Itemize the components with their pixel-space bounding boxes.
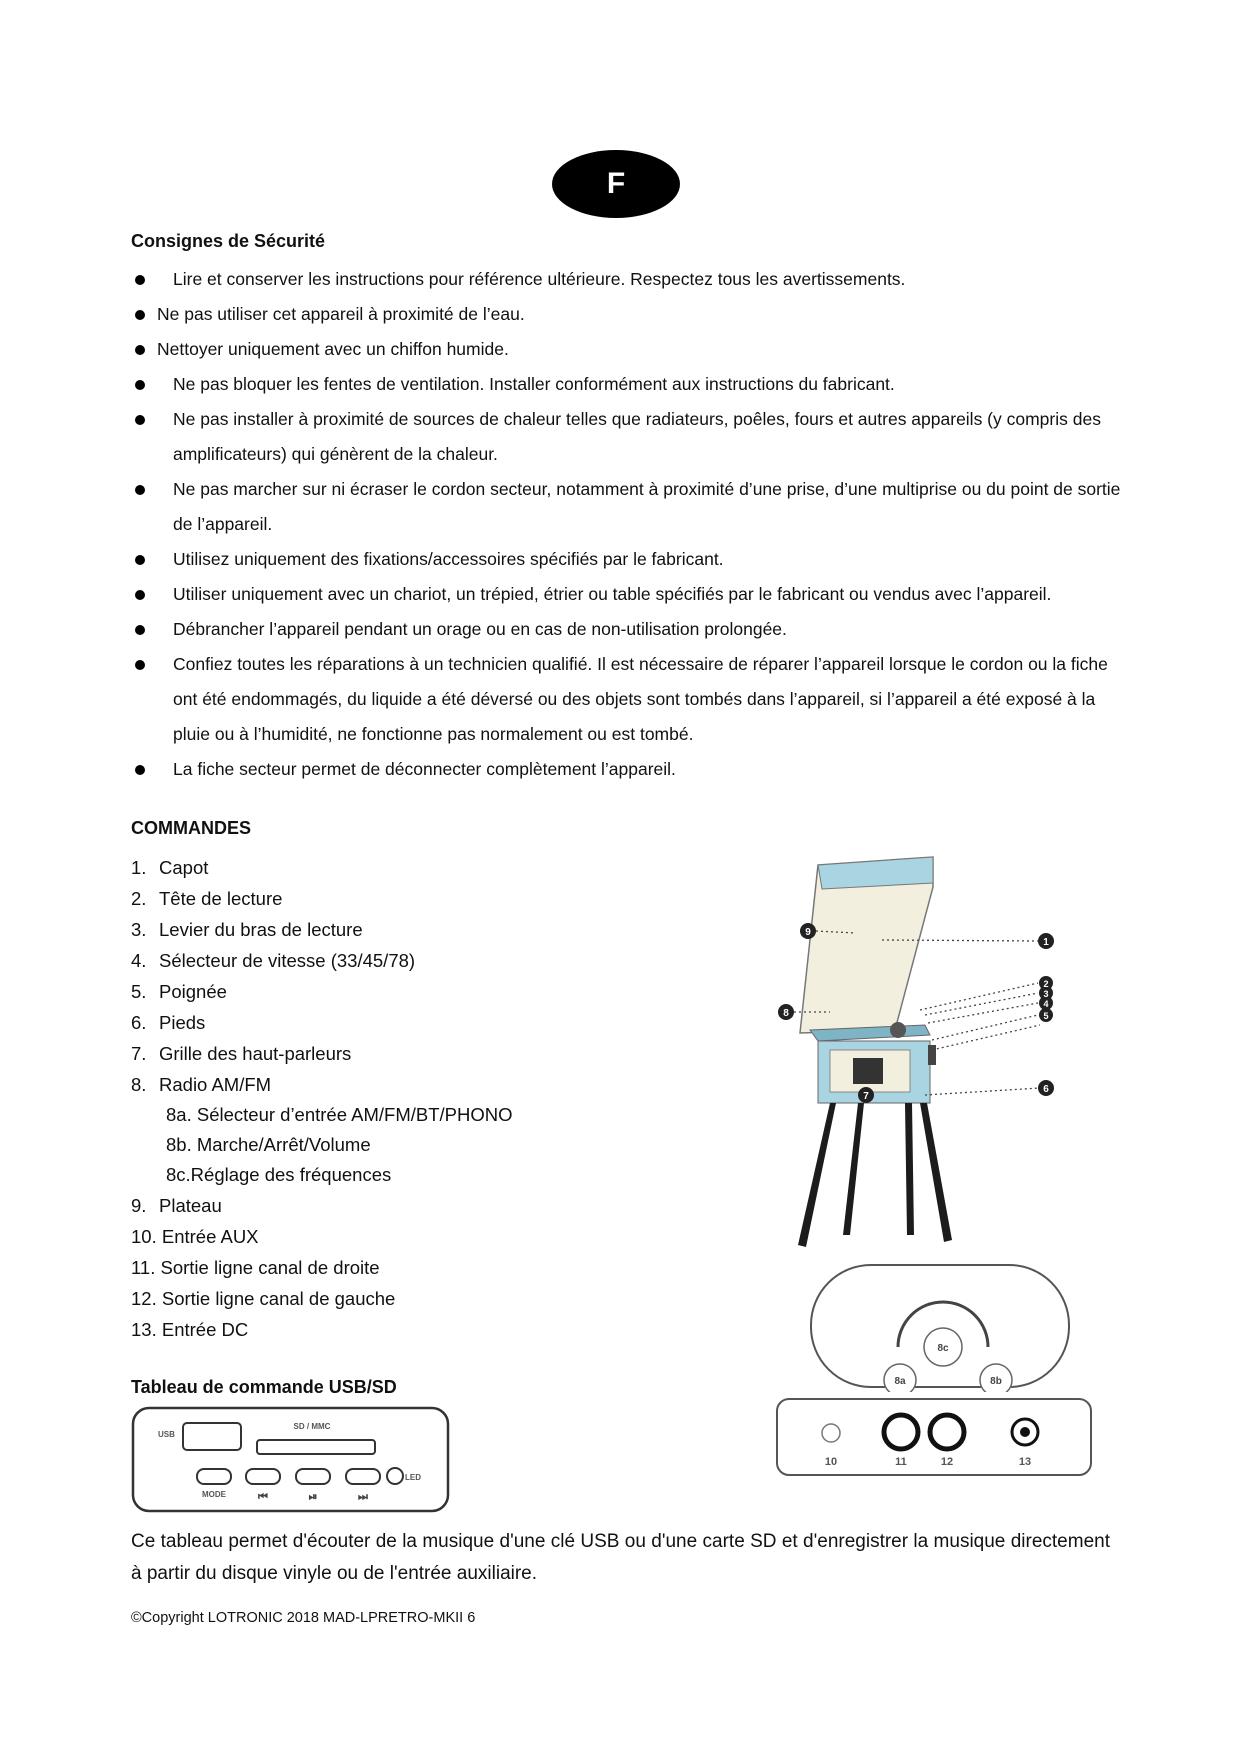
prev-button — [246, 1469, 280, 1484]
list-item: Ne pas marcher sur ni écraser le cordon secteur, notamment à proximité d’une prise, d’une multiprise ou du point de sortie de l’appareil. — [131, 472, 1131, 542]
list-item: Lire et conserver les instructions pour référence ultérieure. Respectez tous les avertissements. — [131, 262, 1131, 297]
footer-copyright: ©Copyright LOTRONIC 2018 MAD-LPRETRO-MKII 6 — [131, 1610, 476, 1626]
list-item: Ne pas bloquer les fentes de ventilation. Installer conformément aux instructions du fabricant. — [131, 367, 1131, 402]
list-item: 8c.Réglage des fréquences — [166, 1164, 392, 1185]
aux-jack — [822, 1424, 840, 1442]
connector-label: 11 — [895, 1456, 907, 1468]
radio-display — [853, 1058, 883, 1084]
turntable-illustration — [770, 855, 1070, 1255]
list-item: La fiche secteur permet de déconnecter complètement l’appareil. — [131, 752, 1131, 787]
mode-label: MODE — [202, 1490, 226, 1499]
connector-label: 13 — [1018, 1456, 1032, 1468]
usb-sd-panel-illustration — [130, 1405, 452, 1515]
list-item: Utiliser uniquement avec un chariot, un trépied, étrier ou table spécifiés par le fabricant ou vendus avec l’appareil. — [131, 577, 1131, 612]
usb-label: USB — [158, 1430, 175, 1439]
callout-label: 2 — [1043, 979, 1049, 989]
sd-slot — [257, 1440, 375, 1454]
callout-label: 1 — [1043, 937, 1049, 948]
radio-panel-illustration — [808, 1262, 1073, 1392]
commands-list — [131, 852, 513, 1345]
next-button — [346, 1469, 380, 1484]
connector-label: 10 — [824, 1456, 838, 1468]
list-item: 2. Tête de lecture — [131, 888, 283, 909]
lid-band — [818, 857, 933, 889]
list-item: Débrancher l’appareil pendant un orage ou en cas de non-utilisation prolongée. — [131, 612, 1131, 647]
play-pause-icon: ⏯ — [308, 1491, 318, 1503]
commands-title: COMMANDES — [131, 818, 251, 838]
list-item: 7. Grille des haut-parleurs — [131, 1043, 352, 1064]
next-icon: ⏭ — [358, 1491, 368, 1503]
safety-title: Consignes de Sécurité — [131, 231, 326, 251]
list-item: 8b. Marche/Arrêt/Volume — [166, 1134, 371, 1155]
led-indicator — [387, 1468, 403, 1484]
knob-label: 8c — [937, 1343, 949, 1354]
callout-label: 3 — [1043, 989, 1049, 999]
usb-port — [183, 1423, 241, 1450]
usb-sd-description: Ce tableau permet d'écouter de la musique d'une clé USB ou d'une carte SD et d'enregistrer la musique directement à partir du disque vinyle ou de l'entrée auxiliaire. — [131, 1531, 1110, 1584]
language-badge: F — [552, 150, 680, 218]
callout-label: 7 — [863, 1091, 869, 1102]
led-label: LED — [405, 1473, 421, 1482]
list-item: 10. Entrée AUX — [131, 1226, 259, 1247]
rca-right — [884, 1415, 918, 1449]
handle — [928, 1045, 936, 1065]
callout-label: 5 — [1043, 1011, 1049, 1021]
sd-label: SD / MMC — [293, 1422, 331, 1431]
callout-label: 6 — [1043, 1084, 1049, 1095]
callout-label: 8 — [783, 1008, 789, 1019]
list-item: 11. Sortie ligne canal de droite — [131, 1257, 380, 1278]
list-item: 4. Sélecteur de vitesse (33/45/78) — [131, 950, 416, 971]
list-item: 8. Radio AM/FM — [131, 1074, 272, 1095]
list-item: 9. Plateau — [131, 1195, 222, 1216]
prev-icon: ⏮ — [258, 1491, 268, 1503]
rca-left — [930, 1415, 964, 1449]
list-item: Utilisez uniquement des fixations/accessoires spécifiés par le fabricant. — [131, 542, 1131, 577]
list-item: Confiez toutes les réparations à un technicien qualifié. Il est nécessaire de réparer l’appareil lorsque le cordon ou la fiche ont été endommagés, du liquide a été déversé ou des objets sont tombés dans l’appareil, si l’appareil a été exposé à la pluie ou à l’humidité, ne fonctionne pas normalement ou est tombé. — [131, 647, 1131, 752]
list-item: 8a. Sélecteur d’entrée AM/FM/BT/PHONO — [166, 1104, 513, 1125]
play-pause-button — [296, 1469, 330, 1484]
callout-label: 4 — [1043, 999, 1049, 1009]
list-item: Nettoyer uniquement avec un chiffon humide. — [131, 332, 1131, 367]
rear-panel-illustration — [775, 1397, 1093, 1479]
list-item: 13. Entrée DC — [131, 1319, 249, 1340]
usb-sd-title: Tableau de commande USB/SD — [131, 1377, 397, 1397]
knob-label: 8b — [990, 1376, 1002, 1387]
list-item: 5. Poignée — [131, 981, 227, 1002]
list-item: 3. Levier du bras de lecture — [131, 919, 363, 940]
list-item: 1. Capot — [131, 857, 209, 878]
list-item: Ne pas installer à proximité de sources de chaleur telles que radiateurs, poêles, fours et autres appareils (y compris des amplificateurs) qui génèrent de la chaleur. — [131, 402, 1131, 472]
mode-button — [197, 1469, 231, 1484]
callout-label: 9 — [805, 927, 811, 938]
knob-label: 8a — [894, 1376, 906, 1387]
safety-list — [131, 262, 1131, 787]
list-item: 6. Pieds — [131, 1012, 206, 1033]
connector-label: 12 — [940, 1456, 954, 1468]
list-item: Ne pas utiliser cet appareil à proximité de l’eau. — [131, 297, 1131, 332]
list-item: 12. Sortie ligne canal de gauche — [131, 1288, 396, 1309]
